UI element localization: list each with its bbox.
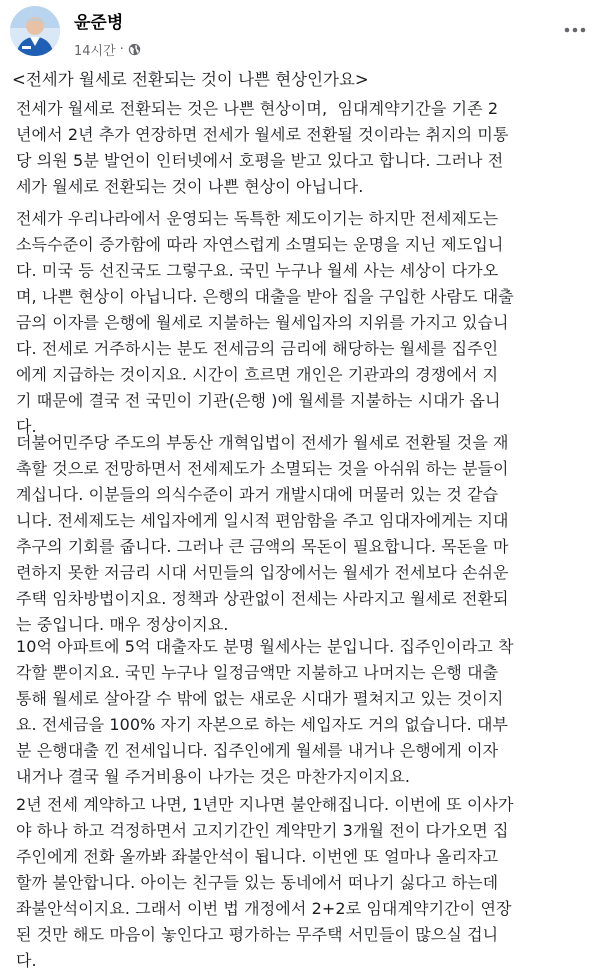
author-name[interactable]: 윤준병 — [74, 13, 124, 33]
meta-separator: · — [119, 42, 124, 57]
globe-icon[interactable] — [128, 43, 141, 56]
post-title: <전세가 월세로 전환되는 것이 나쁜 현상인가요> — [12, 70, 369, 89]
post-header — [0, 0, 608, 64]
post-paragraph-5: 2년 전세 계약하고 나면, 1년만 지나면 불안해집니다. 이번에 또 이사가 야 하나 하고 걱정하면서 고지기간인 계약만기 3개월 전이 다가오면 집 주인에게 전화 올까봐 좌불안석이 됩니다. 이번엔 또 얼마나 올리자고 할까 불안합니다. 아이는 친구들 있는 동네에서 떠나기 싫다고 하는데 좌불안석이지요. 그래서 이번 법 개정에서 2+2로 임대계약기간이 연장 된 것만 해도 마음이 놓인다고 평가하는 무주택 서민들이 많으실 겁니 다. — [16, 795, 514, 970]
avatar[interactable] — [10, 6, 60, 56]
post-paragraph-3: 더불어민주당 주도의 부동산 개혁입법이 전세가 월세로 전환될 것을 재 촉할 것으로 전망하면서 전세제도가 소멸되는 것을 아쉬워 하는 분들이 계십니다. 이분들의 의식수준이 과거 개발시대에 머물러 있는 것 같습 니다. 전세제도는 세입자에게 일시적 편암함을 주고 임대자에게는 지대 추구의 기회를 줍니다. 그러나 큰 금액의 목돈이 필요합니다. 목돈을 마 련하지 못한 저금리 시대 서민들의 입장에서는 월세가 전세보다 손쉬운 주택 임차방법이지요. 정책과 상관없이 전세는 사라지고 월세로 전환되 는 중입니다. 매우 정상이지요. — [16, 433, 509, 634]
post-paragraph-2: 전세가 우리나라에서 운영되는 독특한 제도이기는 하지만 전세제도는 소득수준이 증가함에 따라 자연스럽게 소멸되는 운명을 지닌 제도입니 다. 미국 등 선진국도 그렇구요. 국민 누구나 월세 사는 세상이 다가오 며, 나쁜 현상이 아닙니다. 은행의 대출을 받아 집을 구입한 사람도 대출 금의 이자를 은행에 월세로 지불하는 월세입자의 지위를 가지고 있습니 다. 전세로 거주하시는 분도 전세금의 금리에 해당하는 월세를 집주인 에게 지급하는 것이지요. 시간이 흐르면 개인은 기관과의 경쟁에서 지 기 때문에 결국 전 국민이 기관(은행 )에 월세를 지불하는 시대가 옵니 다. — [16, 209, 514, 436]
post-meta — [74, 40, 141, 59]
post-paragraph-1: 전세가 월세로 전환되는 것은 나쁜 현상이며, 임대계약기간을 기존 2 년에서 2년 추가 연장하면 전세가 월세로 전환될 것이라는 취지의 미통 당 의원 5분 발언이 인터넷에서 호평을 받고 있다고 합니다. 그러나 전 세가 월세로 전환되는 것이 나쁜 현상이 아닙니다. — [16, 99, 509, 196]
post-body — [12, 66, 602, 970]
post-timestamp[interactable]: 14시간 — [74, 44, 116, 59]
more-options-icon[interactable] — [560, 20, 590, 40]
post-paragraph-4: 10억 아파트에 5억 대출자도 분명 월세사는 분입니다. 집주인이라고 착 각할 뿐이지요. 국민 누구나 일정금액만 지불하고 나머지는 은행 대출 통해 월세로 살아갈 수 밖에 없는 새로운 시대가 펼쳐지고 있는 것이지 요. 전세금을 100% 자기 자본으로 하는 세입자도 거의 없습니다. 대부 분 은행대출 낀 전세입니다. 집주인에게 월세를 내거나 은행에게 이자 내거나 결국 월 주거비용이 나가는 것은 마찬가지이지요. — [16, 637, 514, 786]
profile-photo-icon — [10, 6, 60, 56]
